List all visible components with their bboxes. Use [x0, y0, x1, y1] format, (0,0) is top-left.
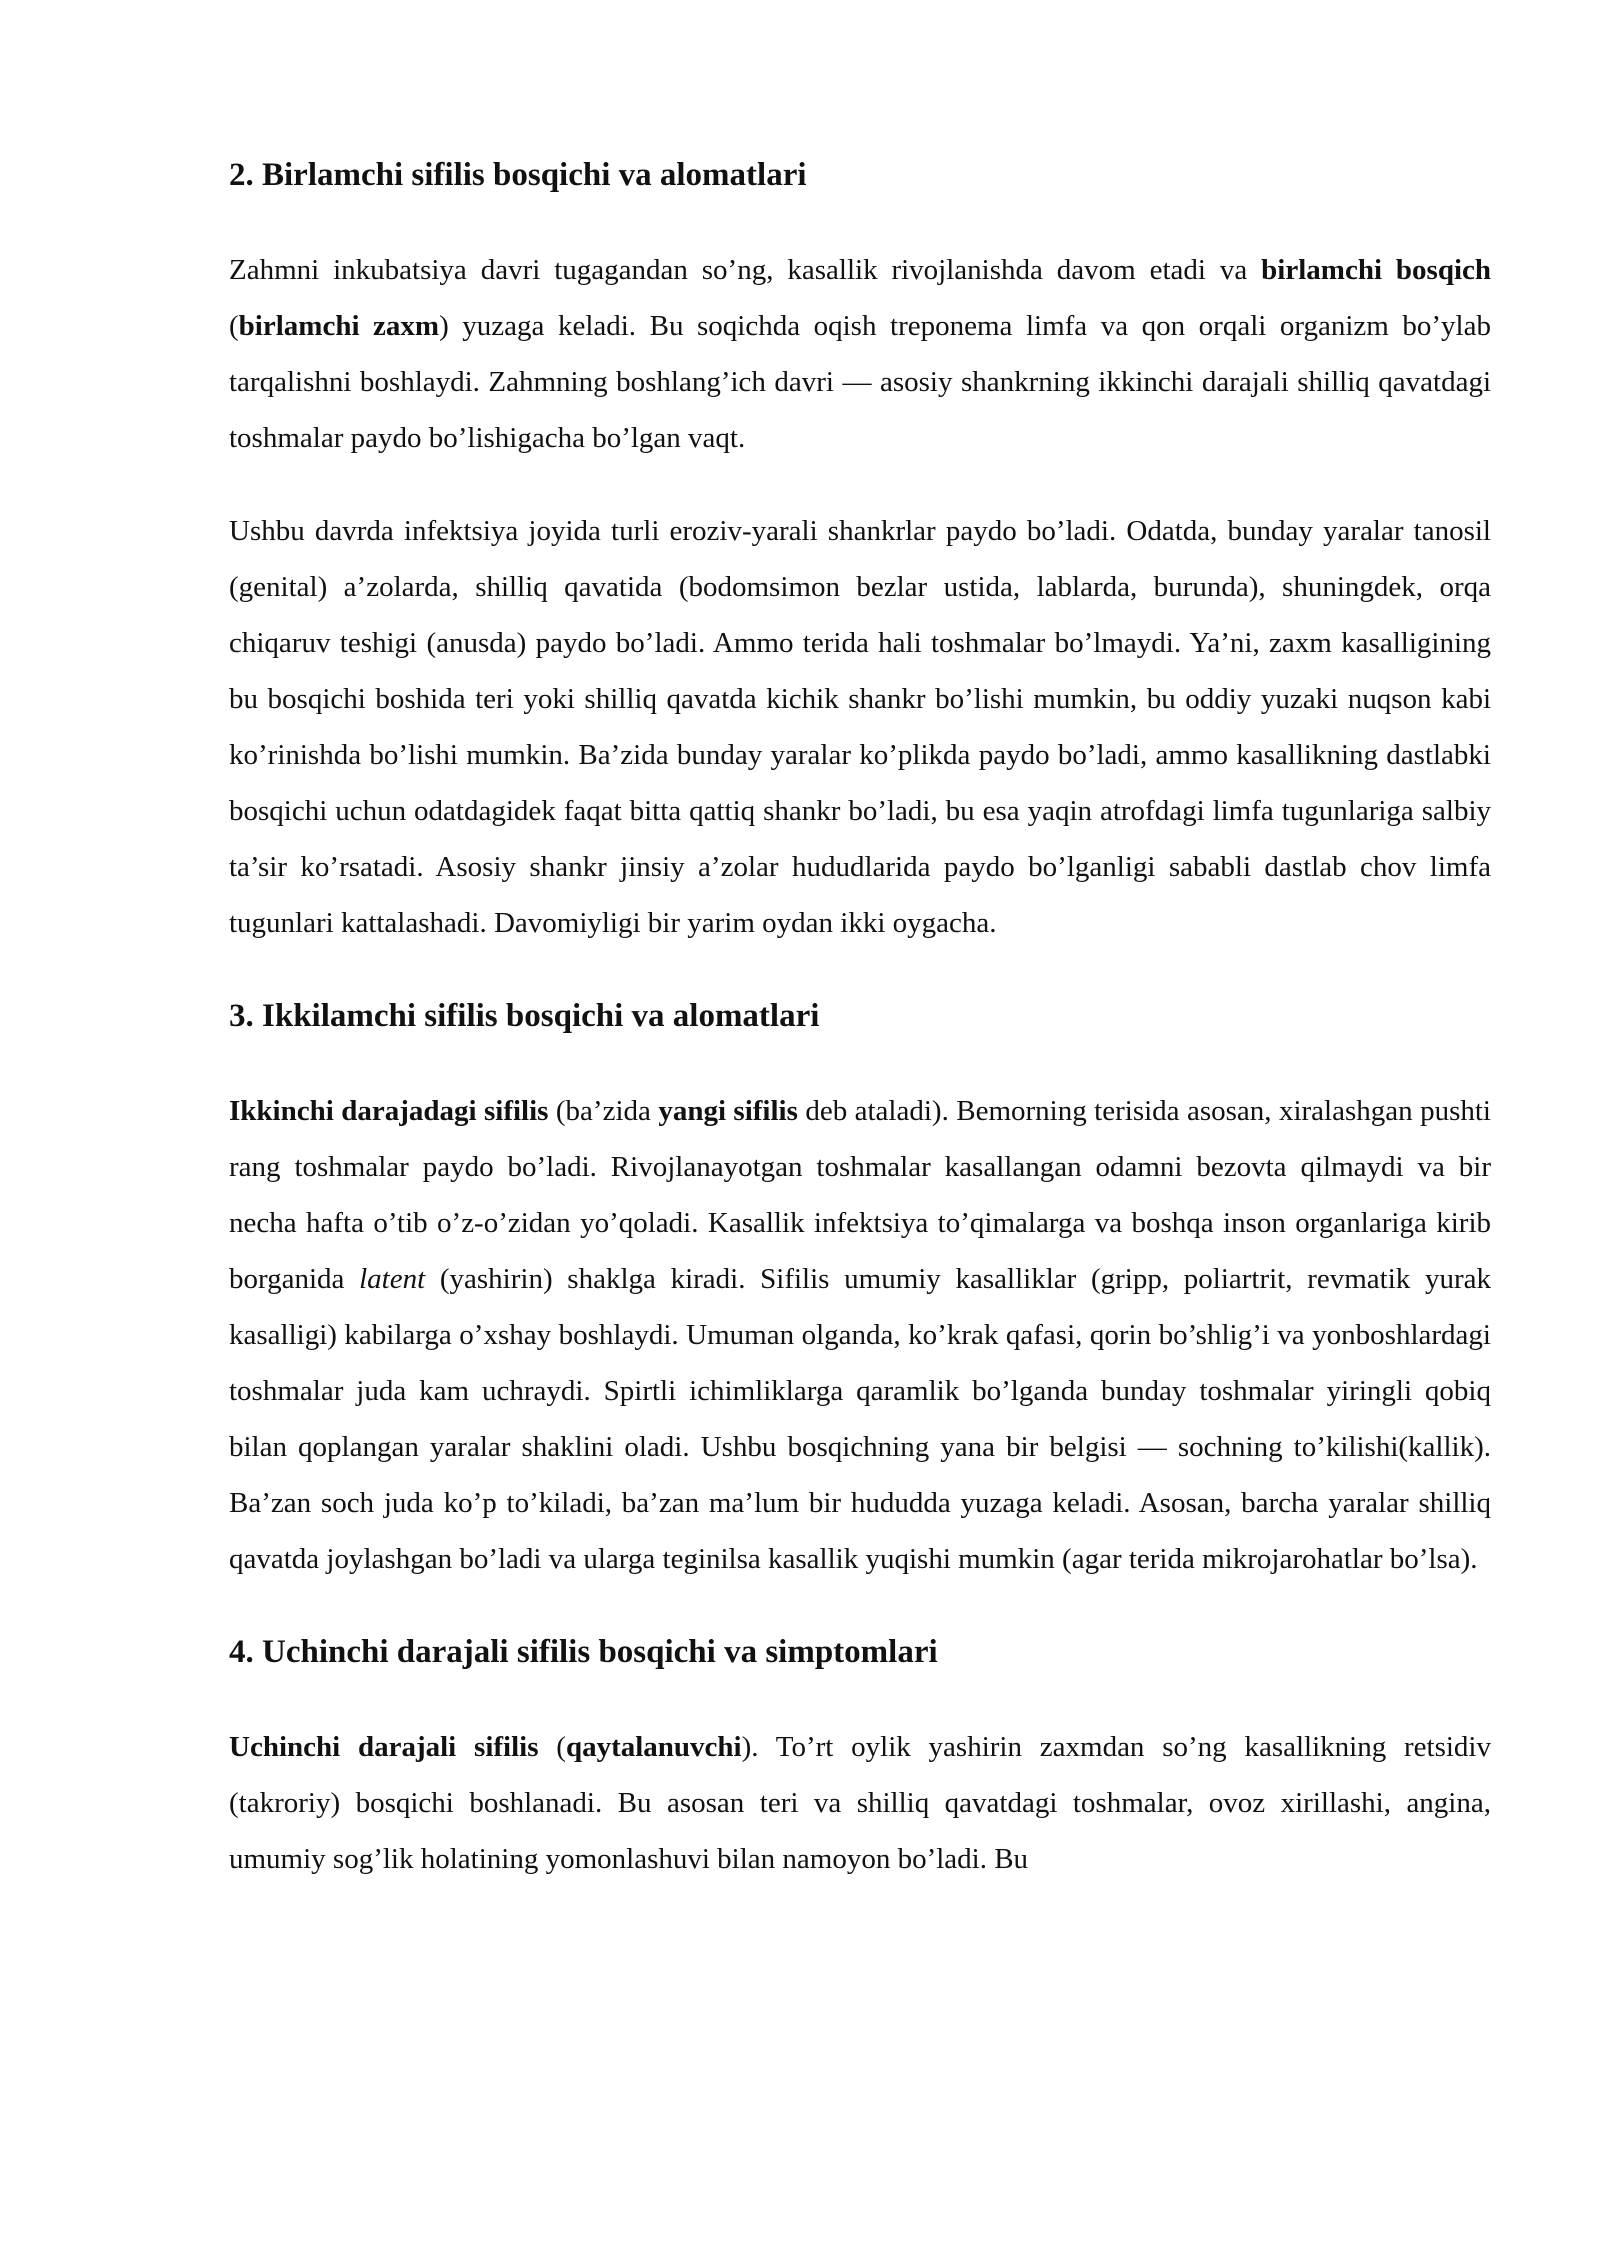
text-run: Zahmni inkubatsiya davri tugagandan so’ng, kasallik rivojlanishda davom etadi va	[229, 254, 1262, 286]
text-run: (yashirin) shaklga kiradi. Sifilis umumiy kasalliklar (gripp, poliartrit, revmatik yurak kasalligi) kabilarga o’xshay boshlaydi. Umuman olganda, ko’krak qafasi, qorin bo’shlig’i va yonboshlardagi toshmalar juda kam uchraydi. Spirtli ichimliklarga qaramlik bo’lganda bunday toshmalar yiringli qobiq bilan qoplangan yaralar shaklini oladi. Ushbu bosqichning yana bir belgisi — sochning to’kilishi(kallik). Ba’zan soch juda ko’p to’kiladi, ba’zan ma’lum bir hududda yuzaga keladi. Asosan, barcha yaralar shilliq qavatda joylashgan bo’ladi va ularga teginilsa kasallik yuqishi mumkin (agar terida mikrojarohatlar bo’lsa).	[229, 1263, 1491, 1575]
section-secondary-syphilis	[229, 991, 1491, 1587]
bold-run: qaytalanuvchi	[565, 1731, 742, 1763]
section-heading: 4. Uchinchi darajali sifilis bosqichi va simptomlari	[229, 1634, 938, 1670]
italic-run: latent	[359, 1263, 426, 1295]
text-run: (	[229, 310, 239, 342]
bold-run: birlamchi bosqich	[1261, 254, 1492, 286]
text-run: ) yuzaga keladi. Bu soqichda oqish treponema limfa va qon orqali organizm bo’ylab tarqalishni boshlaydi. Zahmning boshlang’ich davri — asosiy shankrning ikkinchi darajali shilliq qavatdagi toshmalar paydo bo’lishigacha bo’lgan vaqt.	[229, 310, 1491, 454]
text-run: deb ataladi). Bemorning terisida asosan, xiralashgan pushti rang toshmalar paydo bo’ladi. Rivojlanayotgan toshmalar kasallangan odamni bezovta qilmaydi va bir necha hafta o’tib o’z-o’zidan yo’qoladi. Kasallik infektsiya to’qimalarga va boshqa inson organlariga kirib borganida	[229, 1095, 1491, 1295]
text-run: (ba’zida	[548, 1095, 659, 1127]
text-run: Ushbu davrda infektsiya joyida turli eroziv-yarali shankrlar paydo bo’ladi. Odatda, bunday yaralar tanosil (genital) a’zolarda, shilliq qavatida (bodomsimon bezlar ustida, lablarda, burunda), shuningdek, orqa chiqaruv teshigi (anusda) paydo bo’ladi. Ammo terida hali toshmalar bo’lmaydi. Ya’ni, zaxm kasalligining bu bosqichi boshida teri yoki shilliq qavatda kichik shankr bo’lishi mumkin, bu oddiy yuzaki nuqson kabi ko’rinishda bo’lishi mumkin. Ba’zida bunday yaralar ko’plikda paydo bo’ladi, ammo kasallikning dastlabki bosqichi uchun odatdagidek faqat bitta qattiq shankr bo’ladi, bu esa yaqin atrofdagi limfa tugunlariga salbiy ta’sir ko’rsatadi. Asosiy shankr jinsiy a’zolar hududlarida paydo bo’lganligi sababli dastlab chov limfa tugunlari kattalashadi. Davomiyligi bir yarim oydan ikki oygacha.	[229, 515, 1491, 939]
section-heading: 2. Birlamchi sifilis bosqichi va alomatlari	[229, 157, 807, 193]
section-tertiary-syphilis	[229, 1627, 1491, 1887]
section-heading: 3. Ikkilamchi sifilis bosqichi va alomatlari	[229, 998, 820, 1034]
bold-run: Ikkinchi darajadagi sifilis	[229, 1095, 549, 1127]
bold-run: birlamchi zaxm	[238, 310, 440, 342]
bold-run: Uchinchi darajali sifilis	[229, 1731, 539, 1763]
paragraph	[229, 1083, 1491, 1587]
paragraph	[229, 1719, 1491, 1887]
paragraph	[229, 503, 1491, 951]
paragraph	[229, 242, 1491, 466]
document-body	[229, 150, 1491, 1887]
section-primary-syphilis	[229, 150, 1491, 951]
bold-run: yangi sifilis	[658, 1095, 798, 1127]
text-run: ). To’rt oylik yashirin zaxmdan so’ng kasallikning retsidiv (takroriy) bosqichi boshlanadi. Bu asosan teri va shilliq qavatdagi toshmalar, ovoz xirillashi, angina, umumiy sog’lik holatining yomonlashuvi bilan namoyon bo’ladi. Bu	[229, 1731, 1491, 1875]
text-run: (	[538, 1731, 566, 1763]
